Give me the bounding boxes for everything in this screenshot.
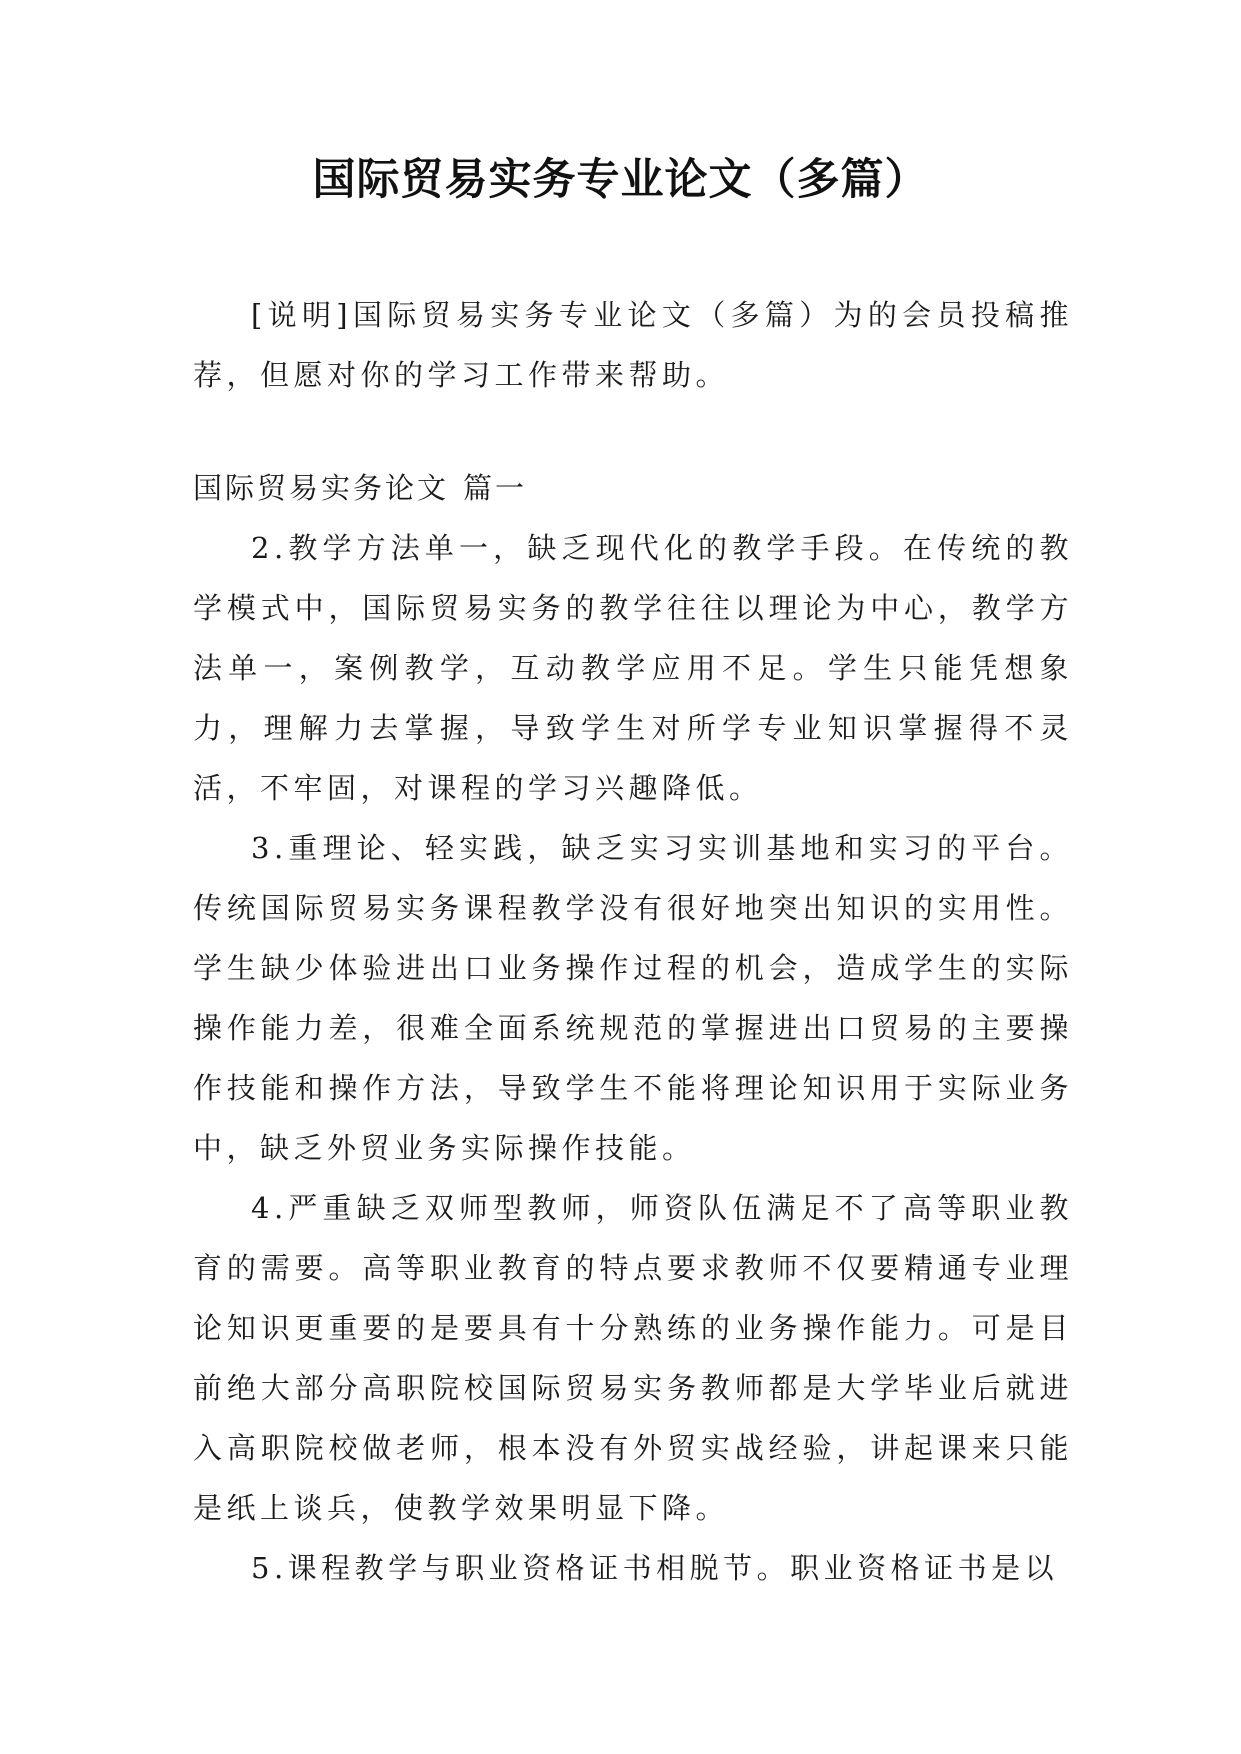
section-one [193,458,1073,1598]
document-title: 国际贸易实务专业论文（多篇） [312,155,929,205]
section-heading-suffix: 篇一 [463,471,528,505]
section-heading [193,458,1073,518]
note-paragraph: [说明]国际贸易实务专业论文（多篇）为的会员投稿推荐，但愿对你的学习工作带来帮助。 [193,298,1073,392]
paragraph-item-4: 4.严重缺乏双师型教师，师资队伍满足不了高等职业教育的需要。高等职业教育的特点要求教师不仅要精通专业理论知识更重要的是要具有十分熟练的业务操作能力。可是目前绝大部分高职院校国际贸易实务教师都是大学毕业后就进入高职院校做老师，根本没有外贸实战经验，讲起课来只能是纸上谈兵，使教学效果明显下降。 [193,1191,1073,1525]
paragraph-item-3: 3.重理论、轻实践，缺乏实习实训基地和实习的平台。传统国际贸易实务课程教学没有很好地突出知识的实用性。学生缺少体验进出口业务操作过程的机会，造成学生的实际操作能力差，很难全面系统规范的掌握进出口贸易的主要操作技能和操作方法，导致学生不能将理论知识用于实际业务中，缺乏外贸业务实际操作技能。 [193,831,1073,1165]
section-heading-text: 国际贸易实务论文 [193,471,450,505]
paragraph-item-5: 5.课程教学与职业资格证书相脱节。职业资格证书是以 [251,1551,1059,1585]
paragraph-item-2: 2.教学方法单一，缺乏现代化的教学手段。在传统的教学模式中，国际贸易实务的教学往往以理论为中心，教学方法单一，案例教学，互动教学应用不足。学生只能凭想象力，理解力去掌握，导致学生对所学专业知识掌握得不灵活，不牢固，对课程的学习兴趣降低。 [193,531,1073,805]
note-block [193,285,1073,405]
